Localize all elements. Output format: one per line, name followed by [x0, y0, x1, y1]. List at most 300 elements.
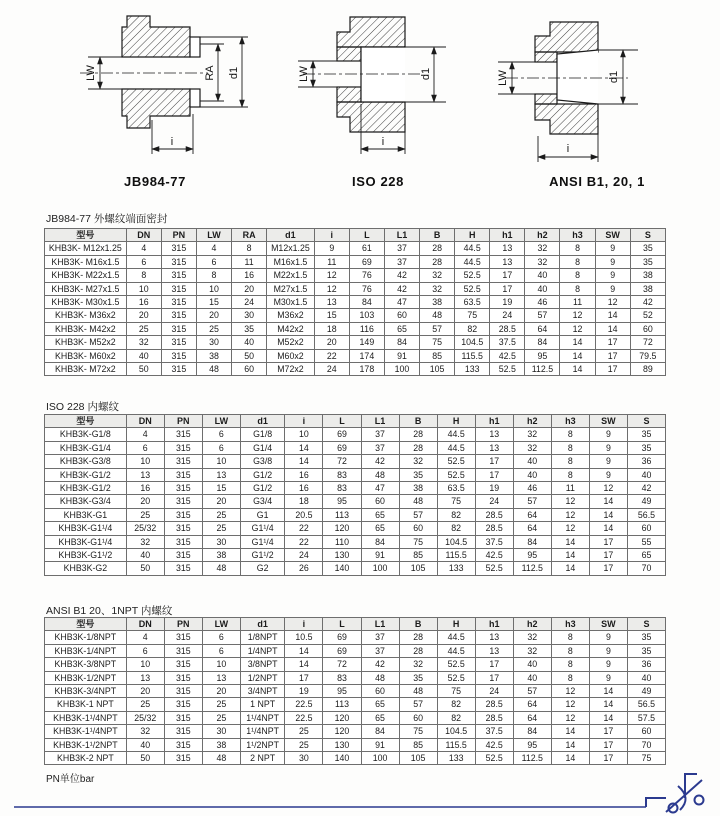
value-cell: M22x1.5 — [267, 269, 315, 282]
value-cell: 36 — [627, 455, 665, 468]
value-cell: 82 — [437, 508, 475, 521]
column-header: H — [455, 229, 490, 242]
value-cell: 32 — [525, 255, 560, 268]
value-cell: 9 — [595, 242, 630, 255]
value-cell: 8 — [551, 631, 589, 644]
value-cell: 50 — [232, 349, 267, 362]
value-cell: 24 — [475, 685, 513, 698]
value-cell: 52.5 — [437, 455, 475, 468]
upper-body-hatched — [535, 22, 598, 52]
value-cell: 64 — [525, 322, 560, 335]
value-cell: 14 — [589, 522, 627, 535]
model-cell: KHB3K-G2 — [45, 562, 127, 575]
value-cell: 8 — [560, 282, 595, 295]
value-cell: 6 — [202, 631, 240, 644]
value-cell: 83 — [323, 671, 361, 684]
column-header: h3 — [560, 229, 595, 242]
value-cell: 48 — [202, 562, 240, 575]
value-cell: 52 — [630, 309, 665, 322]
value-cell: 25 — [126, 322, 161, 335]
value-cell: 22 — [285, 522, 323, 535]
value-cell: 17 — [595, 349, 630, 362]
value-cell: 82 — [437, 711, 475, 724]
value-cell: 56.5 — [627, 698, 665, 711]
value-cell: 14 — [560, 336, 595, 349]
value-cell: 40 — [126, 738, 164, 751]
column-header: PN — [164, 415, 202, 428]
model-cell: KHB3K- M72x2 — [45, 363, 127, 376]
value-cell: 12 — [551, 698, 589, 711]
value-cell: 28 — [420, 242, 455, 255]
column-header: h2 — [513, 415, 551, 428]
value-cell: 14 — [589, 508, 627, 521]
model-cell: KHB3K-G1/2 — [45, 468, 127, 481]
column-header: h1 — [475, 415, 513, 428]
section-title-ansi: ANSI B1 20、1NPT 内螺纹 — [46, 605, 173, 617]
model-cell: KHB3K-G1¹/4 — [45, 535, 127, 548]
value-cell: 40 — [513, 658, 551, 671]
value-cell: 14 — [551, 549, 589, 562]
column-header: SW — [589, 618, 627, 631]
value-cell: 28 — [420, 255, 455, 268]
table-row — [45, 428, 666, 441]
value-cell: 35 — [627, 428, 665, 441]
value-cell: 37 — [361, 428, 399, 441]
value-cell: 11 — [232, 255, 267, 268]
value-cell: 4 — [196, 242, 231, 255]
table-row — [45, 296, 666, 309]
value-cell: 11 — [314, 255, 349, 268]
value-cell: 4 — [126, 242, 161, 255]
column-header: i — [285, 415, 323, 428]
value-cell: 100 — [361, 752, 399, 765]
model-cell: KHB3K-G1/8 — [45, 428, 127, 441]
value-cell: 75 — [437, 495, 475, 508]
value-cell: 25 — [196, 322, 231, 335]
value-cell: 82 — [437, 522, 475, 535]
value-cell: 12 — [589, 482, 627, 495]
column-header: LW — [202, 415, 240, 428]
value-cell: 16 — [126, 482, 164, 495]
value-cell: 6 — [202, 441, 240, 454]
model-cell: KHB3K-1¹/4NPT — [45, 711, 127, 724]
value-cell: 14 — [595, 322, 630, 335]
value-cell: 315 — [164, 549, 202, 562]
value-cell: 30 — [202, 725, 240, 738]
table-row — [45, 495, 666, 508]
model-cell: KHB3K- M12x1.25 — [45, 242, 127, 255]
table-row — [45, 508, 666, 521]
value-cell: 8 — [232, 242, 267, 255]
column-header: B — [399, 618, 437, 631]
value-cell: 37 — [384, 242, 419, 255]
value-cell: 9 — [589, 631, 627, 644]
value-cell: 25 — [126, 508, 164, 521]
value-cell: G1/2 — [240, 468, 284, 481]
value-cell: 9 — [595, 255, 630, 268]
ornament-step — [646, 798, 666, 807]
value-cell: 315 — [164, 725, 202, 738]
value-cell: 55 — [627, 535, 665, 548]
model-cell: KHB3K- M36x2 — [45, 309, 127, 322]
value-cell: 112.5 — [513, 752, 551, 765]
column-header: i — [314, 229, 349, 242]
value-cell: 37 — [361, 631, 399, 644]
column-header: d1 — [240, 415, 284, 428]
value-cell: 56.5 — [627, 508, 665, 521]
value-cell: 36 — [627, 658, 665, 671]
figure-jb984-77 — [50, 4, 260, 199]
jb984-77-section-drawing — [50, 4, 260, 172]
value-cell: 32 — [420, 282, 455, 295]
value-cell: 20 — [126, 309, 161, 322]
value-cell: 315 — [164, 535, 202, 548]
lower-body-hatched — [122, 89, 190, 128]
value-cell: 89 — [630, 363, 665, 376]
value-cell: 10 — [126, 282, 161, 295]
value-cell: 76 — [349, 269, 384, 282]
value-cell: 16 — [285, 468, 323, 481]
value-cell: 9 — [589, 671, 627, 684]
column-header: DN — [126, 415, 164, 428]
model-cell: KHB3K-1/4NPT — [45, 644, 127, 657]
column-header: 型号 — [45, 229, 127, 242]
value-cell: 95 — [513, 549, 551, 562]
value-cell: 25 — [285, 738, 323, 751]
value-cell: 315 — [161, 336, 196, 349]
value-cell: 12 — [551, 711, 589, 724]
value-cell: 10 — [126, 455, 164, 468]
value-cell: 75 — [399, 535, 437, 548]
value-cell: 9 — [314, 242, 349, 255]
value-cell: 315 — [161, 255, 196, 268]
value-cell: 60 — [361, 495, 399, 508]
value-cell: 17 — [475, 455, 513, 468]
table-row — [45, 711, 666, 724]
spec-table — [44, 228, 666, 376]
column-header: B — [420, 229, 455, 242]
value-cell: M12x1.25 — [267, 242, 315, 255]
value-cell: 42 — [384, 269, 419, 282]
value-cell: 8 — [551, 441, 589, 454]
dim-label-i: i — [566, 143, 570, 155]
value-cell: 48 — [399, 495, 437, 508]
table-row — [45, 363, 666, 376]
value-cell: 3/4NPT — [240, 685, 284, 698]
value-cell: 4 — [126, 428, 164, 441]
wall-above-bore-hatched — [535, 52, 557, 62]
lower-body-hatched — [535, 104, 598, 134]
dim-label-lw: LW — [298, 66, 310, 82]
value-cell: 40 — [513, 671, 551, 684]
value-cell: G1 — [240, 508, 284, 521]
model-cell: KHB3K-2 NPT — [45, 752, 127, 765]
value-cell: 32 — [513, 428, 551, 441]
value-cell: 52.5 — [475, 562, 513, 575]
value-cell: 19 — [475, 482, 513, 495]
column-header: L — [349, 229, 384, 242]
value-cell: 22.5 — [285, 698, 323, 711]
value-cell: 25/32 — [126, 711, 164, 724]
value-cell: 84 — [513, 535, 551, 548]
value-cell: 20.5 — [285, 508, 323, 521]
value-cell: 315 — [164, 698, 202, 711]
value-cell: 35 — [627, 441, 665, 454]
value-cell: 17 — [285, 671, 323, 684]
value-cell: 84 — [361, 535, 399, 548]
value-cell: 22 — [285, 535, 323, 548]
value-cell: 32 — [126, 725, 164, 738]
value-cell: 65 — [384, 322, 419, 335]
value-cell: 140 — [323, 562, 361, 575]
value-cell: 47 — [384, 296, 419, 309]
value-cell: 20 — [202, 495, 240, 508]
value-cell: 60 — [384, 309, 419, 322]
value-cell: 14 — [595, 309, 630, 322]
value-cell: 8 — [560, 255, 595, 268]
tapered-thread-cavity — [557, 50, 598, 104]
value-cell: 83 — [323, 468, 361, 481]
value-cell: 315 — [164, 711, 202, 724]
value-cell: 12 — [551, 522, 589, 535]
value-cell: 110 — [323, 535, 361, 548]
value-cell: 30 — [202, 535, 240, 548]
value-cell: 11 — [560, 296, 595, 309]
value-cell: 63.5 — [455, 296, 490, 309]
value-cell: 6 — [126, 255, 161, 268]
table-row — [45, 242, 666, 255]
value-cell: 60 — [399, 522, 437, 535]
value-cell: 315 — [164, 658, 202, 671]
value-cell: 15 — [314, 309, 349, 322]
value-cell: 35 — [630, 255, 665, 268]
dim-label-d1: d1 — [228, 66, 240, 80]
value-cell: G1¹/4 — [240, 535, 284, 548]
value-cell: 64 — [513, 698, 551, 711]
value-cell: G3/4 — [240, 495, 284, 508]
value-cell: 37.5 — [475, 725, 513, 738]
value-cell: 32 — [513, 631, 551, 644]
column-header: h3 — [551, 415, 589, 428]
value-cell: 42 — [361, 455, 399, 468]
value-cell: 174 — [349, 349, 384, 362]
value-cell: 37.5 — [475, 535, 513, 548]
model-cell: KHB3K-G1¹/4 — [45, 522, 127, 535]
value-cell: 42 — [630, 296, 665, 309]
value-cell: 35 — [399, 468, 437, 481]
value-cell: 17 — [475, 671, 513, 684]
value-cell: 24 — [490, 309, 525, 322]
table-ansi — [44, 617, 666, 765]
value-cell: 95 — [323, 685, 361, 698]
figure-ansi-npt — [478, 4, 716, 199]
value-cell: 25 — [126, 698, 164, 711]
model-cell: KHB3K-G3/8 — [45, 455, 127, 468]
value-cell: 25 — [285, 725, 323, 738]
value-cell: 40 — [525, 269, 560, 282]
value-cell: 30 — [196, 336, 231, 349]
value-cell: 50 — [126, 562, 164, 575]
value-cell: 37 — [361, 644, 399, 657]
value-cell: 105 — [420, 363, 455, 376]
wall-below-bore-hatched — [535, 94, 557, 104]
wall-above-bore-hatched — [337, 47, 361, 61]
value-cell: 116 — [349, 322, 384, 335]
value-cell: 12 — [551, 495, 589, 508]
value-cell: 24 — [314, 363, 349, 376]
value-cell: 38 — [202, 549, 240, 562]
value-cell: 28 — [399, 441, 437, 454]
value-cell: 32 — [420, 269, 455, 282]
value-cell: 24 — [232, 296, 267, 309]
value-cell: 69 — [323, 428, 361, 441]
dim-label-ra: RA — [204, 65, 216, 81]
value-cell: 38 — [630, 282, 665, 295]
value-cell: 315 — [164, 468, 202, 481]
table-row — [45, 522, 666, 535]
value-cell: 20 — [202, 685, 240, 698]
value-cell: 8 — [551, 428, 589, 441]
value-cell: 100 — [384, 363, 419, 376]
value-cell: 14 — [551, 752, 589, 765]
value-cell: 104.5 — [455, 336, 490, 349]
value-cell: 20 — [232, 282, 267, 295]
value-cell: 315 — [164, 752, 202, 765]
column-header: H — [437, 415, 475, 428]
model-cell: KHB3K-G1/2 — [45, 482, 127, 495]
value-cell: 8 — [560, 269, 595, 282]
model-cell: KHB3K- M60x2 — [45, 349, 127, 362]
table-row — [45, 255, 666, 268]
column-header: PN — [164, 618, 202, 631]
value-cell: 46 — [513, 482, 551, 495]
value-cell: 315 — [164, 644, 202, 657]
value-cell: 44.5 — [437, 441, 475, 454]
value-cell: 91 — [361, 549, 399, 562]
value-cell: 70 — [627, 562, 665, 575]
value-cell: 91 — [384, 349, 419, 362]
column-header: DN — [126, 229, 161, 242]
value-cell: 84 — [384, 336, 419, 349]
value-cell: 14 — [551, 562, 589, 575]
value-cell: 20 — [196, 309, 231, 322]
column-header: d1 — [267, 229, 315, 242]
column-header: L1 — [384, 229, 419, 242]
value-cell: 315 — [164, 455, 202, 468]
value-cell: 48 — [420, 309, 455, 322]
value-cell: 32 — [399, 455, 437, 468]
value-cell: 18 — [314, 322, 349, 335]
value-cell: 75 — [399, 725, 437, 738]
value-cell: 75 — [627, 752, 665, 765]
value-cell: 103 — [349, 309, 384, 322]
table-row — [45, 482, 666, 495]
value-cell: 13 — [475, 631, 513, 644]
value-cell: 65 — [627, 549, 665, 562]
figure-caption: ISO 228 — [352, 174, 404, 189]
value-cell: 133 — [437, 752, 475, 765]
column-header: S — [627, 618, 665, 631]
value-cell: M42x2 — [267, 322, 315, 335]
value-cell: 84 — [525, 336, 560, 349]
value-cell: 14 — [560, 349, 595, 362]
value-cell: 48 — [202, 752, 240, 765]
column-header: B — [399, 415, 437, 428]
value-cell: 115.5 — [437, 738, 475, 751]
table-jb984 — [44, 228, 666, 376]
value-cell: 15 — [196, 296, 231, 309]
value-cell: 3/8NPT — [240, 658, 284, 671]
value-cell: 60 — [627, 725, 665, 738]
value-cell: 1¹/4NPT — [240, 711, 284, 724]
value-cell: 75 — [455, 309, 490, 322]
value-cell: 130 — [323, 738, 361, 751]
value-cell: 9 — [589, 644, 627, 657]
value-cell: 16 — [285, 482, 323, 495]
value-cell: 28.5 — [490, 322, 525, 335]
value-cell: 25 — [202, 711, 240, 724]
value-cell: 17 — [475, 658, 513, 671]
value-cell: 95 — [513, 738, 551, 751]
value-cell: 315 — [161, 296, 196, 309]
value-cell: 315 — [164, 482, 202, 495]
model-cell: KHB3K-1¹/4NPT — [45, 725, 127, 738]
model-cell: KHB3K-G3/4 — [45, 495, 127, 508]
column-header: L — [323, 415, 361, 428]
value-cell: 69 — [323, 631, 361, 644]
value-cell: 28 — [399, 428, 437, 441]
value-cell: 17 — [490, 282, 525, 295]
value-cell: 14 — [589, 685, 627, 698]
value-cell: 35 — [627, 644, 665, 657]
value-cell: 48 — [196, 363, 231, 376]
value-cell: 35 — [399, 671, 437, 684]
column-header: H — [437, 618, 475, 631]
value-cell: 315 — [164, 495, 202, 508]
value-cell: 9 — [595, 269, 630, 282]
column-header: S — [627, 415, 665, 428]
value-cell: 52.5 — [437, 658, 475, 671]
value-cell: 57 — [513, 495, 551, 508]
value-cell: 12 — [560, 322, 595, 335]
value-cell: 12 — [551, 685, 589, 698]
value-cell: M30x1.5 — [267, 296, 315, 309]
value-cell: 9 — [589, 468, 627, 481]
value-cell: 44.5 — [437, 428, 475, 441]
value-cell: 14 — [551, 738, 589, 751]
value-cell: 1/8NPT — [240, 631, 284, 644]
table-row — [45, 322, 666, 335]
section-title-jb984: JB984-77 外螺纹端面密封 — [46, 213, 168, 225]
iso-228-section-drawing — [283, 4, 473, 172]
value-cell: M27x1.5 — [267, 282, 315, 295]
value-cell: 84 — [513, 725, 551, 738]
value-cell: 32 — [513, 441, 551, 454]
value-cell: 12 — [595, 296, 630, 309]
column-header: DN — [126, 618, 164, 631]
column-header: h1 — [490, 229, 525, 242]
dim-label-lw: LW — [497, 70, 509, 86]
value-cell: 2 NPT — [240, 752, 284, 765]
value-cell: 64 — [513, 508, 551, 521]
column-header: SW — [589, 415, 627, 428]
dim-label-i: i — [381, 136, 385, 148]
value-cell: 38 — [196, 349, 231, 362]
value-cell: 10 — [202, 658, 240, 671]
value-cell: 8 — [551, 644, 589, 657]
value-cell: 42 — [627, 482, 665, 495]
pn-unit-note: PN单位bar — [46, 774, 95, 785]
